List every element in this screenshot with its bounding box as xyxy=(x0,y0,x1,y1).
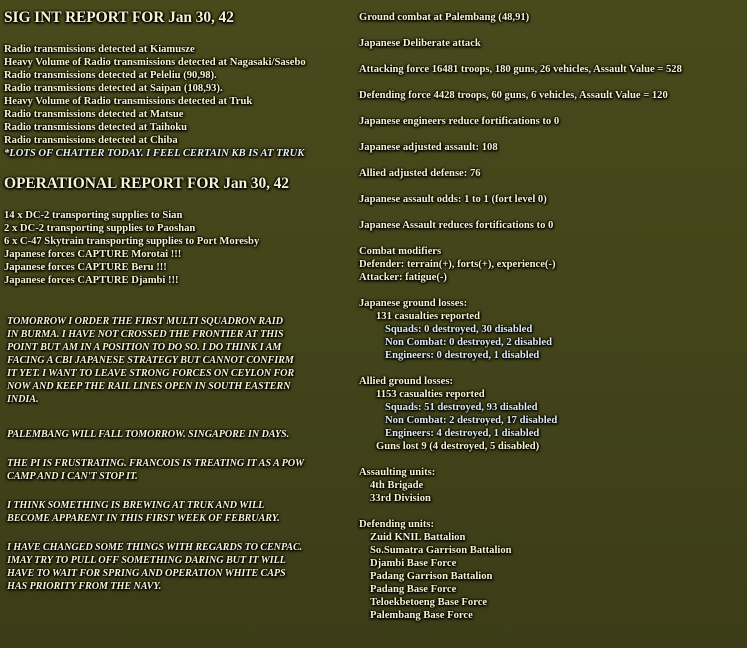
combat-attack-type: Japanese Deliberate attack xyxy=(359,38,481,49)
defending-unit: Zuid KNIL Battalion xyxy=(370,532,466,543)
allied-non-combat: Non Combat: 2 destroyed, 17 disabled xyxy=(385,415,558,426)
modifiers-defender: Defender: terrain(+), forts(+), experience(-) xyxy=(359,259,556,270)
defending-unit: Palembang Base Force xyxy=(370,610,473,621)
commentary-line: BECOME APPARENT IN THIS FIRST WEEK OF FEBRUARY. xyxy=(7,513,280,524)
commentary-line: IMAY TRY TO PULL OFF SOMETHING DARING BUT IT WILL xyxy=(7,555,286,566)
japanese-non-combat: Non Combat: 0 destroyed, 2 disabled xyxy=(385,337,552,348)
defending-unit: Padang Base Force xyxy=(370,584,457,595)
allied-losses xyxy=(359,375,557,453)
operational-line: Japanese forces CAPTURE Morotai !!! xyxy=(4,249,182,260)
sigint-line: Radio transmissions detected at Matsue xyxy=(4,109,184,120)
defending-force: Defending force 4428 troops, 60 guns, 6 vehicles, Assault Value = 120 xyxy=(359,90,668,101)
commentary-line: TOMORROW I ORDER THE FIRST MULTI SQUADRON RAID xyxy=(7,316,283,327)
commentary-line: IN BURMA. I HAVE NOT CROSSED THE FRONTIER AT THIS xyxy=(7,329,284,340)
japanese-losses-title: Japanese ground losses: xyxy=(359,298,468,309)
commentary-line: I HAVE CHANGED SOME THINGS WITH REGARDS TO CENPAC. xyxy=(7,542,303,553)
allied-casualties: 1153 casualties reported xyxy=(376,389,485,400)
defending-units-title: Defending units: xyxy=(359,519,435,530)
allied-engineers: Engineers: 4 destroyed, 1 disabled xyxy=(385,428,540,439)
operational-title: OPERATIONAL REPORT FOR Jan 30, 42 xyxy=(4,175,289,192)
commentary-paragraph-1 xyxy=(7,315,294,406)
commentary-line: THE PI IS FRUSTRATING. FRANCOIS IS TREATING IT AS A POW xyxy=(7,458,304,469)
commentary-line: CAMP AND I CAN'T STOP IT. xyxy=(7,471,138,482)
commentary-paragraph-5 xyxy=(7,541,302,593)
commentary-line: POINT BUT AM IN A POSITION TO DO SO. I DO THINK I AM xyxy=(7,342,282,353)
commentary-paragraph-2 xyxy=(7,428,289,441)
defending-unit: Teloekbetoeng Base Force xyxy=(370,597,488,608)
commentary-line: PALEMBANG WILL FALL TOMORROW. SINGAPORE IN DAYS. xyxy=(7,429,290,440)
assault-odds: Japanese assault odds: 1 to 1 (fort level 0) xyxy=(359,194,547,205)
sigint-line: Radio transmissions detected at Chiba xyxy=(4,135,178,146)
assaulting-unit: 4th Brigade xyxy=(370,480,424,491)
allied-guns-lost: Guns lost 9 (4 destroyed, 5 disabled) xyxy=(376,441,540,452)
assaulting-units xyxy=(359,466,435,505)
commentary-paragraph-3 xyxy=(7,457,304,483)
operational-list xyxy=(4,209,259,287)
sigint-line: Heavy Volume of Radio transmissions detected at Nagasaki/Sasebo xyxy=(4,57,306,68)
japanese-casualties: 131 casualties reported xyxy=(376,311,480,322)
combat-location: Ground combat at Palembang (48,91) xyxy=(359,12,530,23)
japanese-engineers: Engineers: 0 destroyed, 1 disabled xyxy=(385,350,540,361)
commentary-line: HAS PRIORITY FROM THE NAVY. xyxy=(7,581,162,592)
sigint-line: Radio transmissions detected at Peleliu (90,98). xyxy=(4,70,217,81)
commentary-line: HAVE TO WAIT FOR SPRING AND OPERATION WHITE CAPS xyxy=(7,568,286,579)
commentary-paragraph-4 xyxy=(7,499,280,525)
assaulting-unit: 33rd Division xyxy=(370,493,431,504)
allied-losses-title: Allied ground losses: xyxy=(359,376,453,387)
sigint-title: SIG INT REPORT FOR Jan 30, 42 xyxy=(4,9,234,26)
sigint-line: Radio transmissions detected at Saipan (108,93). xyxy=(4,83,223,94)
adjusted-assault: Japanese adjusted assault: 108 xyxy=(359,142,498,153)
modifiers-attacker: Attacker: fatigue(-) xyxy=(359,272,447,283)
operational-line: 2 x DC-2 transporting supplies to Paoshan xyxy=(4,223,196,234)
defending-unit: Padang Garrison Battalion xyxy=(370,571,493,582)
sigint-line: Radio transmissions detected at Taihoku xyxy=(4,122,188,133)
operational-line: Japanese forces CAPTURE Beru !!! xyxy=(4,262,167,273)
sigint-line: Heavy Volume of Radio transmissions detected at Truk xyxy=(4,96,253,107)
sigint-note: *LOTS OF CHATTER TODAY. I FEEL CERTAIN KB IS AT TRUK xyxy=(4,148,305,159)
attacking-force: Attacking force 16481 troops, 180 guns, 26 vehicles, Assault Value = 528 xyxy=(359,64,682,75)
allied-squads: Squads: 51 destroyed, 93 disabled xyxy=(385,402,538,413)
operational-line: 6 x C-47 Skytrain transporting supplies to Port Moresby xyxy=(4,236,260,247)
adjusted-defense: Allied adjusted defense: 76 xyxy=(359,168,481,179)
defending-units xyxy=(359,518,512,622)
assault-reduces-forts: Japanese Assault reduces fortifications to 0 xyxy=(359,220,554,231)
commentary-line: INDIA. xyxy=(7,394,39,405)
commentary-line: I THINK SOMETHING IS BREWING AT TRUK AND WILL xyxy=(7,500,265,511)
japanese-losses xyxy=(359,297,552,362)
japanese-squads: Squads: 0 destroyed, 30 disabled xyxy=(385,324,533,335)
commentary-line: FACING A CBI JAPANESE STRATEGY BUT CANNOT CONFIRM xyxy=(7,355,294,366)
operational-line: 14 x DC-2 transporting supplies to Sian xyxy=(4,210,183,221)
engineers-reduce-forts: Japanese engineers reduce fortifications to 0 xyxy=(359,116,560,127)
combat-modifiers xyxy=(359,245,556,284)
assaulting-units-title: Assaulting units: xyxy=(359,467,436,478)
sigint-list xyxy=(4,43,306,160)
modifiers-title: Combat modifiers xyxy=(359,246,442,257)
commentary-line: IT YET. I WANT TO LEAVE STRONG FORCES ON CEYLON FOR xyxy=(7,368,295,379)
sigint-line: Radio transmissions detected at Kiamusze xyxy=(4,44,195,55)
defending-unit: Djambi Base Force xyxy=(370,558,457,569)
operational-line: Japanese forces CAPTURE Djambi !!! xyxy=(4,275,179,286)
defending-unit: So.Sumatra Garrison Battalion xyxy=(370,545,512,556)
commentary-line: NOW AND KEEP THE RAIL LINES OPEN IN SOUTH EASTERN xyxy=(7,381,291,392)
